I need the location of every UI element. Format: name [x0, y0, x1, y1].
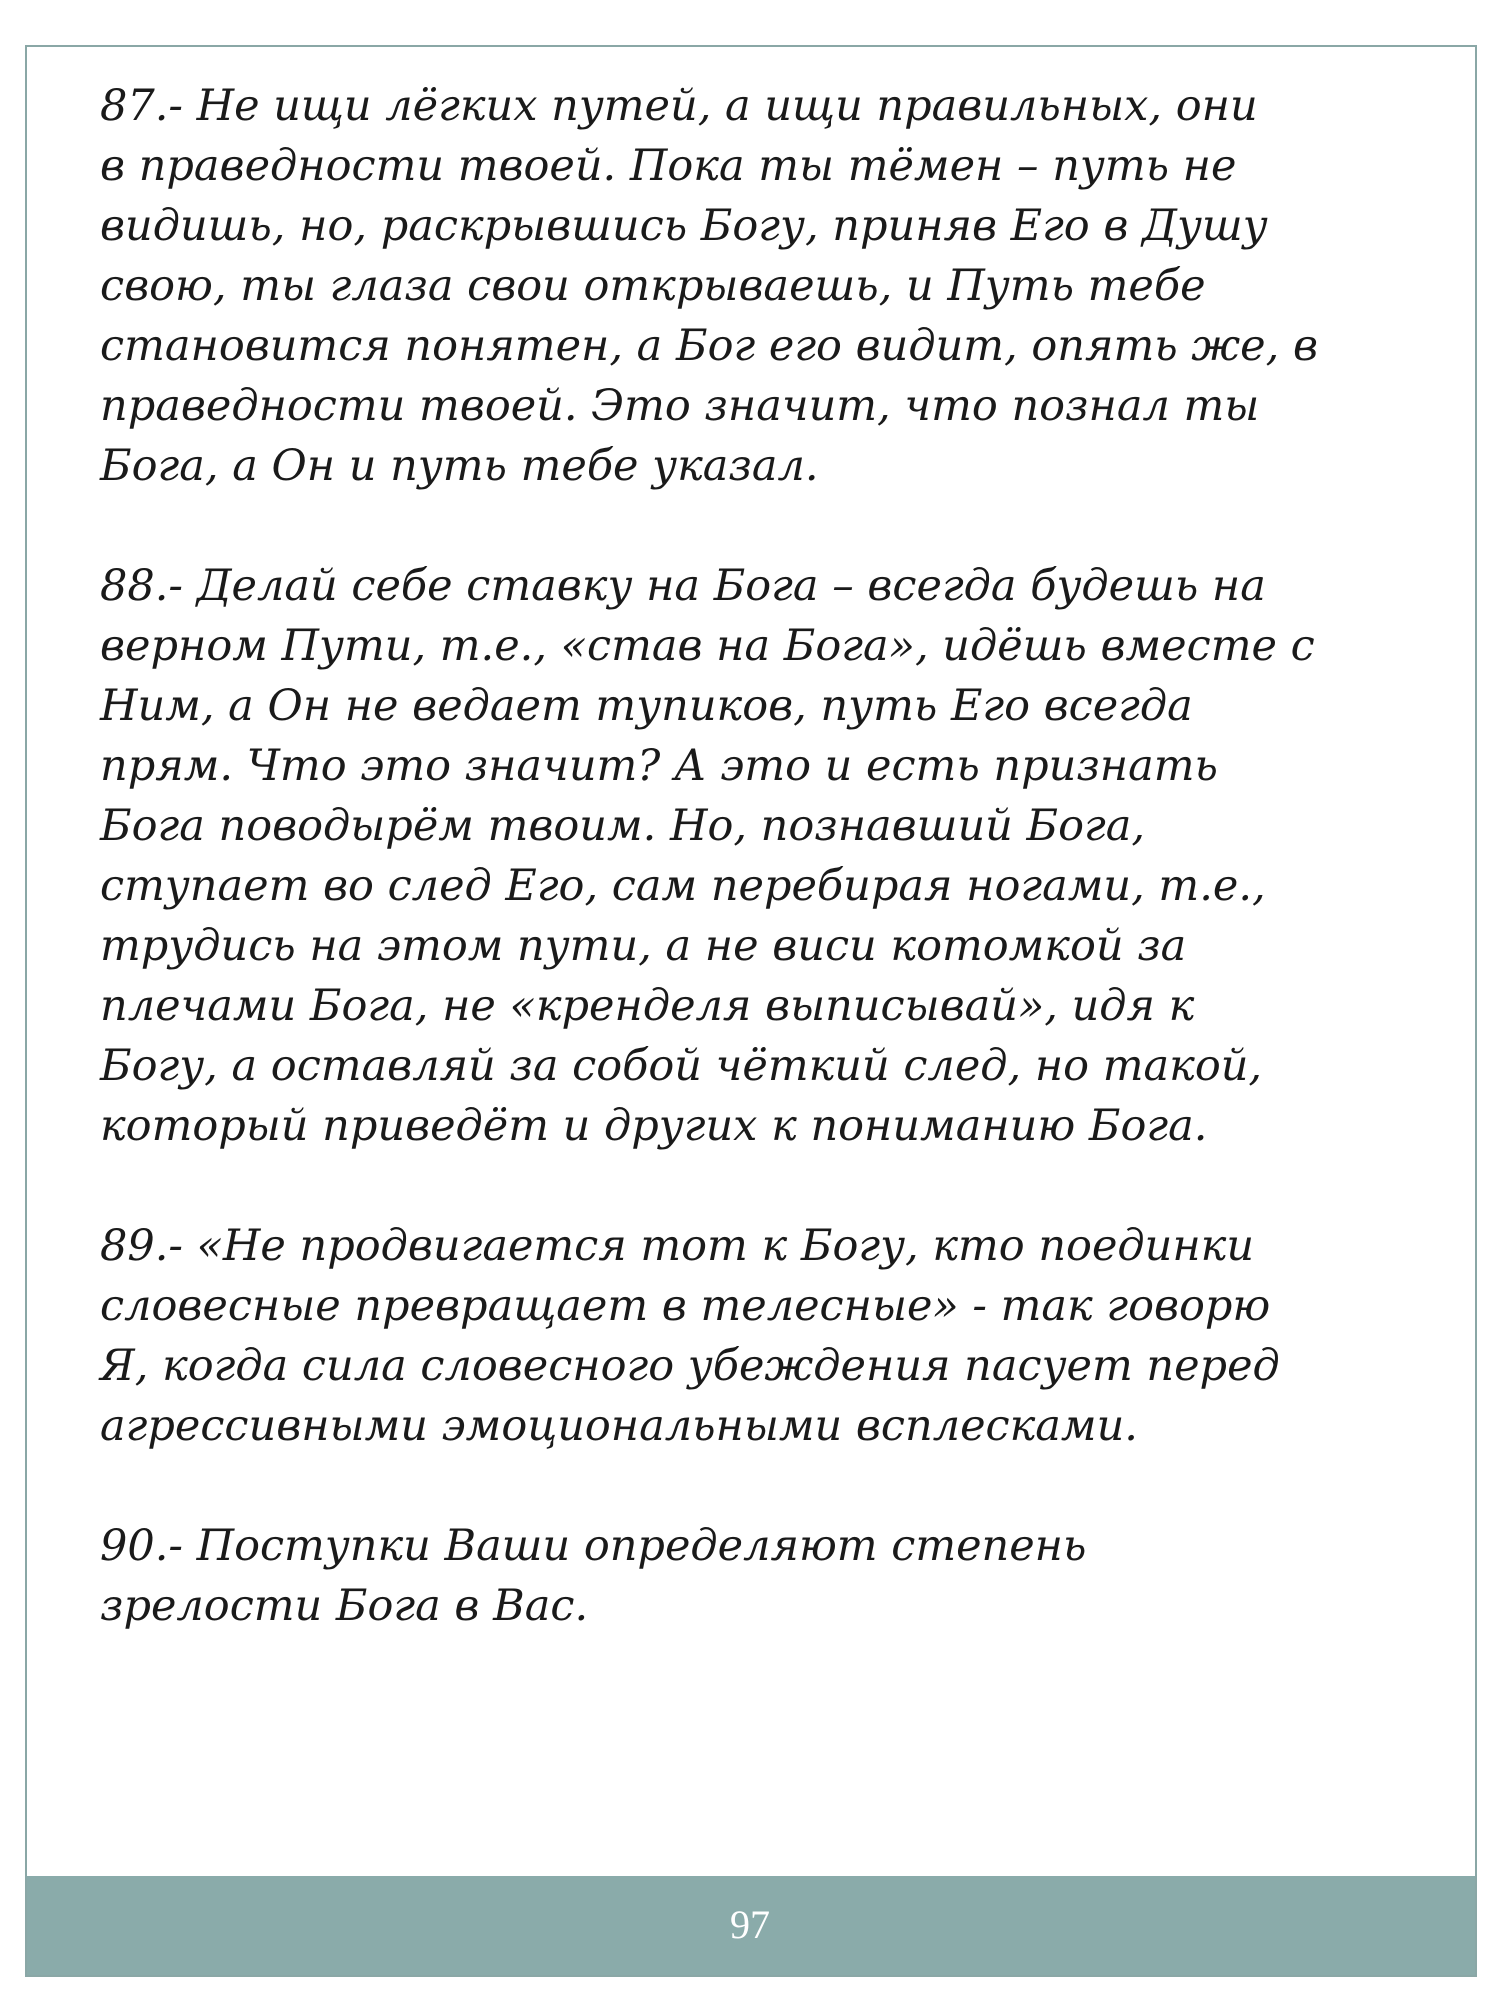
text-line: словесные превращает в телесные» - так говорю: [100, 1281, 1271, 1331]
text-line: 87.- Не ищи лёгких путей, а ищи правильных, они: [100, 81, 1258, 131]
text-line: агрессивными эмоциональными всплесками.: [100, 1401, 1138, 1451]
text-line: Бога поводырём твоим. Но, познавший Бога,: [100, 801, 1146, 851]
text-line: в праведности твоей. Пока ты тёмен – путь не: [100, 141, 1237, 191]
text-line: ступает во след Его, сам перебирая ногами, т.е.,: [100, 861, 1266, 911]
text-line: Богу, а оставляй за собой чёткий след, но такой,: [100, 1041, 1263, 1091]
text-line: праведности твоей. Это значит, что познал ты: [100, 381, 1260, 431]
text-line: свою, ты глаза свои открываешь, и Путь тебе: [100, 261, 1206, 311]
text-line: зрелости Бога в Вас.: [100, 1581, 589, 1631]
page-body: [100, 76, 1430, 1696]
text-line: Я, когда сила словесного убеждения пасует перед: [100, 1341, 1280, 1391]
text-line: трудись на этом пути, а не виси котомкой за: [100, 921, 1187, 971]
text-line: 89.- «Не продвигается тот к Богу, кто поединки: [100, 1221, 1255, 1271]
page-number: 97: [730, 1902, 770, 1947]
text-line: видишь, но, раскрывшись Богу, приняв Его в Душу: [100, 201, 1268, 251]
text-line: который приведёт и других к пониманию Бога.: [100, 1101, 1208, 1151]
paragraph-87: [100, 76, 1430, 496]
paragraph-88: [100, 556, 1430, 1156]
text-line: 90.- Поступки Ваши определяют степень: [100, 1521, 1087, 1571]
text-line: плечами Бога, не «кренделя выписывай», идя к: [100, 981, 1195, 1031]
text-line: Ним, а Он не ведает тупиков, путь Его всегда: [100, 681, 1193, 731]
paragraph-90: [100, 1516, 1430, 1636]
paragraph-89: [100, 1216, 1430, 1456]
text-line: Бога, а Он и путь тебе указал.: [100, 441, 819, 491]
text-line: верном Пути, т.е., «став на Бога», идёшь вместе с: [100, 621, 1315, 671]
text-line: становится понятен, а Бог его видит, опять же, в: [100, 321, 1318, 371]
text-line: прям. Что это значит? А это и есть признать: [100, 741, 1218, 791]
text-line: 88.- Делай себе ставку на Бога – всегда будешь на: [100, 561, 1266, 611]
